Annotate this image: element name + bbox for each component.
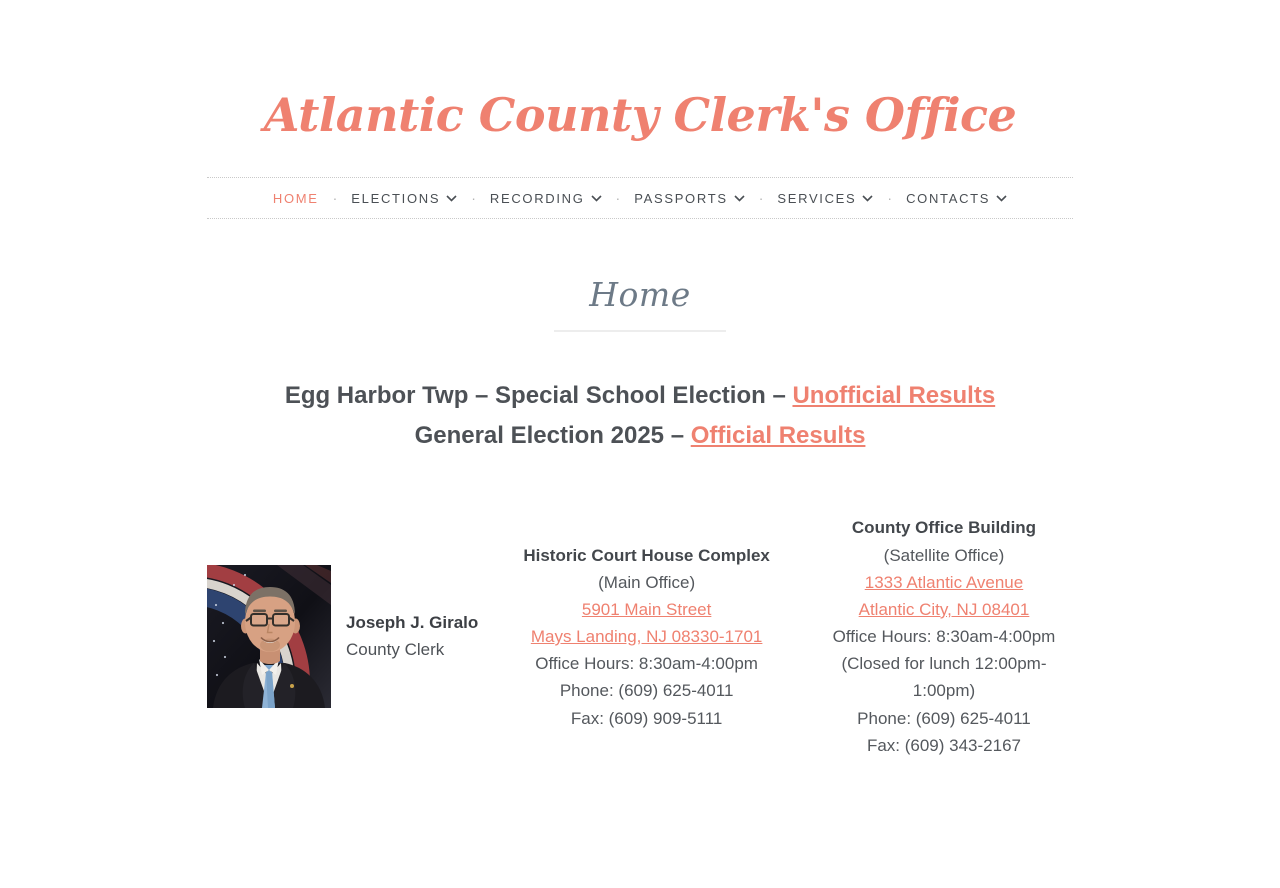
office-subtitle: (Satellite Office) bbox=[883, 545, 1005, 565]
nav-separator-dot bbox=[471, 190, 476, 206]
nav-item-passports[interactable] bbox=[634, 191, 744, 206]
nav-separator-dot bbox=[887, 190, 892, 206]
main-nav bbox=[207, 177, 1073, 219]
nav-item-elections[interactable] bbox=[351, 191, 457, 206]
main-office-city-link[interactable]: Mays Landing, NJ 08330-1701 bbox=[530, 627, 763, 647]
main-content bbox=[207, 275, 1073, 759]
nav-separator-dot bbox=[759, 190, 764, 206]
official-results-link[interactable]: Official Results bbox=[690, 422, 866, 450]
office-info-row bbox=[207, 514, 1073, 759]
nav-item-label: CONTACTS bbox=[906, 190, 991, 206]
announcement-general-election bbox=[207, 416, 1073, 456]
office-hours: Office Hours: 8:30am-4:00pm bbox=[535, 654, 758, 674]
nav-item-services[interactable] bbox=[777, 191, 873, 206]
clerk-job-title: County Clerk bbox=[346, 639, 445, 659]
page-title: Home bbox=[589, 275, 691, 315]
nav-separator-dot bbox=[333, 190, 338, 206]
clerk-name: Joseph J. Giralo bbox=[346, 612, 479, 632]
clerk-portrait-photo bbox=[207, 565, 331, 708]
office-name: County Office Building bbox=[851, 518, 1037, 538]
nav-item-label: RECORDING bbox=[489, 190, 585, 206]
office-phone: Phone: (609) 625-4011 bbox=[559, 681, 734, 701]
main-office-street-link[interactable]: 5901 Main Street bbox=[581, 599, 712, 619]
office-lunch-note: (Closed for lunch 12:00pm-1:00pm) bbox=[841, 654, 1047, 701]
nav-item-recording[interactable] bbox=[490, 191, 602, 206]
page-container bbox=[207, 88, 1073, 759]
clerk-meta bbox=[346, 610, 478, 664]
clerk-column bbox=[207, 565, 478, 708]
announcement-text: General Election 2025 – bbox=[414, 422, 691, 450]
nav-item-home[interactable]: HOME bbox=[272, 190, 319, 206]
chevron-down-icon bbox=[996, 195, 1007, 202]
title-divider bbox=[554, 330, 726, 332]
chevron-down-icon bbox=[446, 195, 457, 202]
office-fax: Fax: (609) 343-2167 bbox=[866, 735, 1021, 755]
announcements bbox=[207, 376, 1073, 456]
nav-separator-dot bbox=[616, 190, 621, 206]
chevron-down-icon bbox=[591, 195, 602, 202]
announcement-egg-harbor bbox=[207, 376, 1073, 416]
office-subtitle: (Main Office) bbox=[598, 572, 696, 592]
site-title[interactable]: Atlantic County Clerk's Office bbox=[263, 88, 1017, 142]
chevron-down-icon bbox=[734, 195, 745, 202]
nav-item-contacts[interactable] bbox=[906, 191, 1007, 206]
office-fax: Fax: (609) 909-5111 bbox=[570, 708, 723, 728]
office-name: Historic Court House Complex bbox=[523, 545, 770, 565]
satellite-office-column bbox=[815, 514, 1073, 759]
unofficial-results-link[interactable]: Unofficial Results bbox=[792, 382, 996, 410]
office-phone: Phone: (609) 625-4011 bbox=[857, 708, 1031, 728]
office-hours: Office Hours: 8:30am-4:00pm bbox=[832, 627, 1056, 647]
chevron-down-icon bbox=[862, 195, 873, 202]
main-office-column bbox=[518, 542, 776, 732]
nav-item-label: PASSPORTS bbox=[634, 190, 728, 206]
announcement-text: Egg Harbor Twp – Special School Election – bbox=[284, 382, 793, 410]
satellite-office-street-link[interactable]: 1333 Atlantic Avenue bbox=[864, 572, 1024, 592]
nav-item-label: SERVICES bbox=[777, 190, 857, 206]
satellite-office-city-link[interactable]: Atlantic City, NJ 08401 bbox=[858, 599, 1030, 619]
nav-item-label: ELECTIONS bbox=[351, 190, 441, 206]
